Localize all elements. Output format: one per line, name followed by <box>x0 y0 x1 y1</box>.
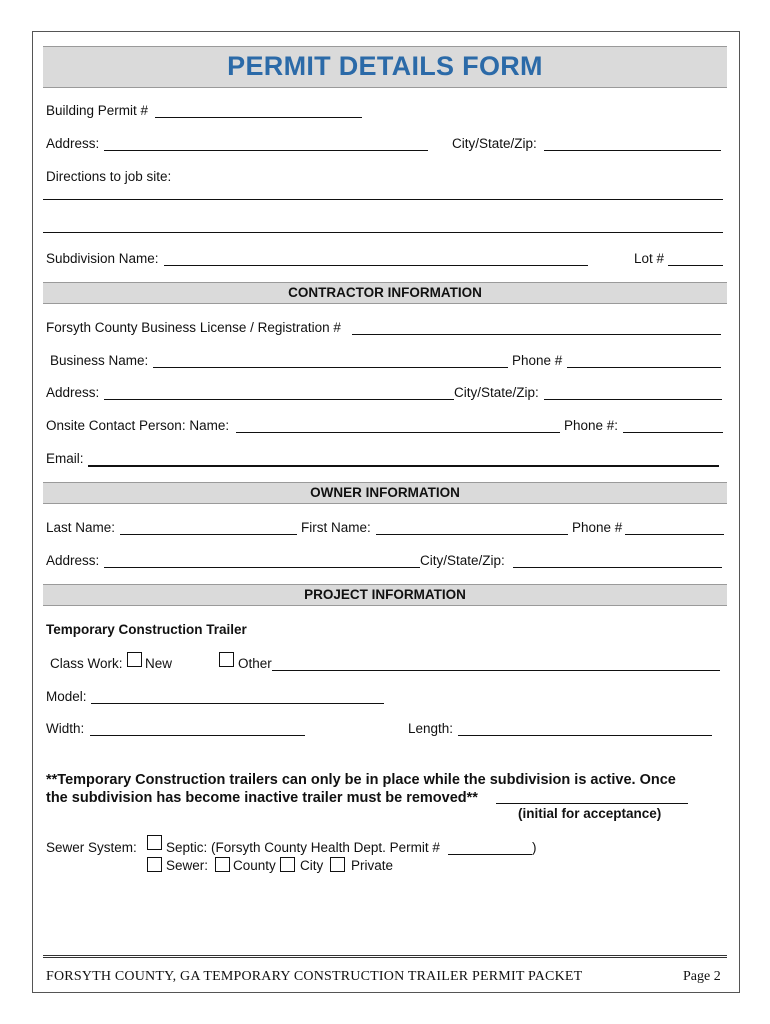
initial-caption: (initial for acceptance) <box>518 806 662 821</box>
business-name-label: Business Name: <box>50 353 149 368</box>
title-bar <box>43 46 727 88</box>
contractor-city-state-zip-label: City/State/Zip: <box>454 385 539 400</box>
last-name-label: Last Name: <box>46 520 116 535</box>
owner-phone-field[interactable] <box>625 534 724 535</box>
first-name-label: First Name: <box>301 520 371 535</box>
building-permit-field[interactable] <box>155 117 362 118</box>
sewer-label: Sewer: <box>166 858 209 873</box>
contractor-address-field[interactable] <box>104 399 454 400</box>
model-field[interactable] <box>91 703 384 704</box>
subdivision-name-label: Subdivision Name: <box>46 251 159 266</box>
model-label: Model: <box>46 689 87 704</box>
length-field[interactable] <box>458 735 712 736</box>
owner-phone-label: Phone # <box>572 520 623 535</box>
septic-label: Septic: (Forsyth County Health Dept. Permit # <box>166 840 440 855</box>
owner-heading: OWNER INFORMATION <box>310 485 460 500</box>
septic-checkbox[interactable] <box>147 835 162 850</box>
subdivision-name-field[interactable] <box>164 265 588 266</box>
building-permit-label: Building Permit # <box>46 103 149 118</box>
directions-label: Directions to job site: <box>46 169 172 184</box>
sewer-checkbox[interactable] <box>147 857 162 872</box>
owner-section-header <box>43 482 727 504</box>
onsite-contact-label: Onsite Contact Person: Name: <box>46 418 230 433</box>
lot-field[interactable] <box>668 265 723 266</box>
septic-permit-field[interactable] <box>448 854 532 855</box>
removal-notice-line-1: **Temporary Construction trailers can only be in place while the subdivision is active. Once <box>46 772 676 788</box>
length-label: Length: <box>408 721 454 736</box>
license-field[interactable] <box>352 334 721 335</box>
trailer-subheading: Temporary Construction Trailer <box>46 622 247 637</box>
private-label: Private <box>351 858 394 873</box>
business-phone-label: Phone # <box>512 353 563 368</box>
onsite-phone-field[interactable] <box>623 432 723 433</box>
owner-city-state-zip-label: City/State/Zip: <box>420 553 505 568</box>
county-label: County <box>233 858 276 873</box>
city-checkbox[interactable] <box>280 857 295 872</box>
width-label: Width: <box>46 721 85 736</box>
city-label: City <box>300 858 324 873</box>
page-number: Page 2 <box>683 969 721 984</box>
contractor-address-label: Address: <box>46 385 100 400</box>
project-section-header <box>43 584 727 606</box>
business-phone-field[interactable] <box>567 367 721 368</box>
address-field[interactable] <box>104 150 428 151</box>
private-checkbox[interactable] <box>330 857 345 872</box>
contractor-city-state-zip-field[interactable] <box>544 399 722 400</box>
page-title: PERMIT DETAILS FORM <box>227 51 543 81</box>
email-label: Email: <box>46 451 84 466</box>
removal-notice-line-2: the subdivision has become inactive trailer must be removed** <box>46 790 478 806</box>
other-label: Other <box>238 656 272 671</box>
address-label: Address: <box>46 136 100 151</box>
contractor-section-header <box>43 282 727 304</box>
county-checkbox[interactable] <box>215 857 230 872</box>
new-checkbox[interactable] <box>127 652 142 667</box>
owner-address-label: Address: <box>46 553 100 568</box>
new-label: New <box>145 656 173 671</box>
first-name-field[interactable] <box>376 534 568 535</box>
city-state-zip-field[interactable] <box>544 150 721 151</box>
business-name-field[interactable] <box>153 367 508 368</box>
septic-close-paren: ) <box>532 840 537 855</box>
owner-city-state-zip-field[interactable] <box>513 567 722 568</box>
other-checkbox[interactable] <box>219 652 234 667</box>
width-field[interactable] <box>90 735 305 736</box>
email-field[interactable] <box>88 465 719 467</box>
initial-field[interactable] <box>496 803 688 804</box>
removal-notice <box>46 771 676 807</box>
lot-label: Lot # <box>634 251 665 266</box>
city-state-zip-label: City/State/Zip: <box>452 136 537 151</box>
project-heading: PROJECT INFORMATION <box>304 587 466 602</box>
sewer-system-label: Sewer System: <box>46 840 137 855</box>
last-name-field[interactable] <box>120 534 297 535</box>
footer-divider <box>43 955 727 958</box>
license-label: Forsyth County Business License / Registration # <box>46 320 341 335</box>
owner-address-field[interactable] <box>104 567 420 568</box>
class-work-label: Class Work: <box>50 656 123 671</box>
directions-field-line-2[interactable] <box>43 232 723 233</box>
contractor-heading: CONTRACTOR INFORMATION <box>288 285 482 300</box>
onsite-contact-field[interactable] <box>236 432 560 433</box>
directions-field-line-1[interactable] <box>43 199 723 200</box>
footer-title: FORSYTH COUNTY, GA TEMPORARY CONSTRUCTION TRAILER PERMIT PACKET <box>46 969 583 984</box>
onsite-phone-label: Phone #: <box>564 418 619 433</box>
other-field[interactable] <box>272 670 720 671</box>
